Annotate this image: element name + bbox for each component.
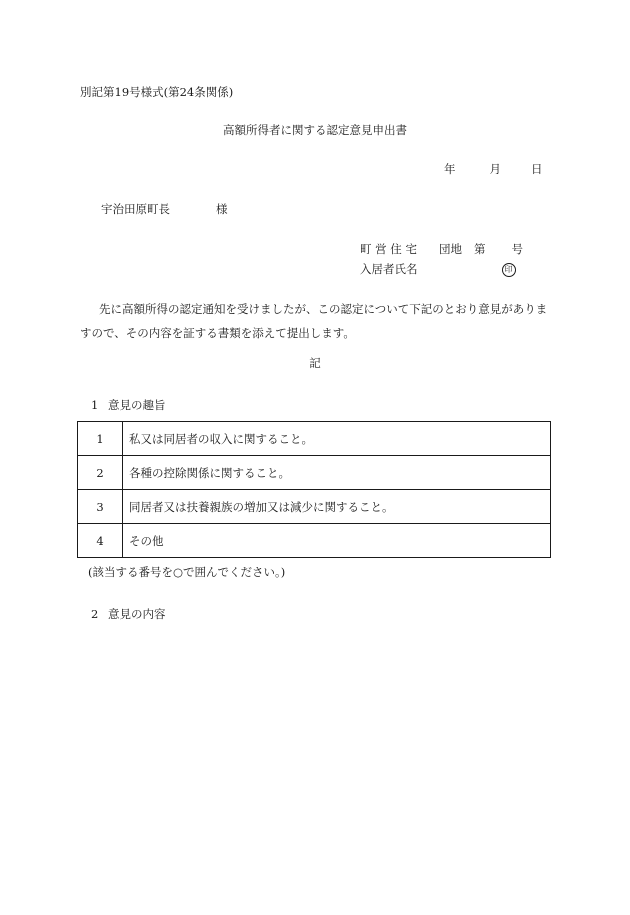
- option-text: 私又は同居者の収入に関すること。: [123, 422, 551, 456]
- table-row: [78, 456, 551, 490]
- section2-number: 2: [91, 607, 99, 621]
- resident-name-label: 入居者氏名: [360, 262, 418, 276]
- option-text: 同居者又は扶養親族の増加又は減少に関すること。: [123, 490, 551, 524]
- option-number: 4: [78, 524, 123, 558]
- date-month: 月: [489, 162, 501, 176]
- table-row: [78, 524, 551, 558]
- go-label: 号: [511, 242, 523, 256]
- residence-line: [360, 239, 523, 259]
- addressee-honorific: 様: [216, 202, 228, 216]
- option-number: 3: [78, 490, 123, 524]
- residence-type-label: 町 営 住 宅: [360, 242, 417, 256]
- options-table: [77, 421, 551, 558]
- option-number: 2: [78, 456, 123, 490]
- section2-heading: [91, 608, 166, 622]
- addressee: [101, 203, 228, 217]
- body-paragraph: 先に高額所得の認定通知を受けましたが、この認定について下記のとおり意見がありますので、その内容を証する書類を添えて提出します。: [80, 302, 548, 340]
- table-row: [78, 422, 551, 456]
- option-number: 1: [78, 422, 123, 456]
- section2-label: 意見の内容: [108, 607, 166, 621]
- option-text: 各種の控除関係に関すること。: [123, 456, 551, 490]
- ki-heading: 記: [309, 356, 321, 370]
- seal-mark: 印: [502, 263, 516, 277]
- section1-heading: [91, 399, 166, 413]
- date-year: 年: [444, 162, 456, 176]
- dai-label: 第: [473, 242, 486, 256]
- selection-note: (該当する番号を○で囲んでください。): [88, 565, 286, 579]
- applicant-block: [360, 239, 523, 279]
- addressee-name: 宇治田原町長: [101, 202, 170, 216]
- date-day: 日: [531, 162, 543, 176]
- resident-name-line: [360, 259, 523, 279]
- danchi-label: 団地: [438, 242, 462, 256]
- document-title: 高額所得者に関する認定意見申出書: [223, 123, 407, 137]
- section1-label: 意見の趣旨: [108, 398, 166, 412]
- option-text: その他: [123, 524, 551, 558]
- form-identifier: 別記第19号様式(第24条関係): [80, 85, 234, 99]
- date-line: [444, 163, 543, 177]
- section1-number: 1: [91, 398, 99, 412]
- table-row: [78, 490, 551, 524]
